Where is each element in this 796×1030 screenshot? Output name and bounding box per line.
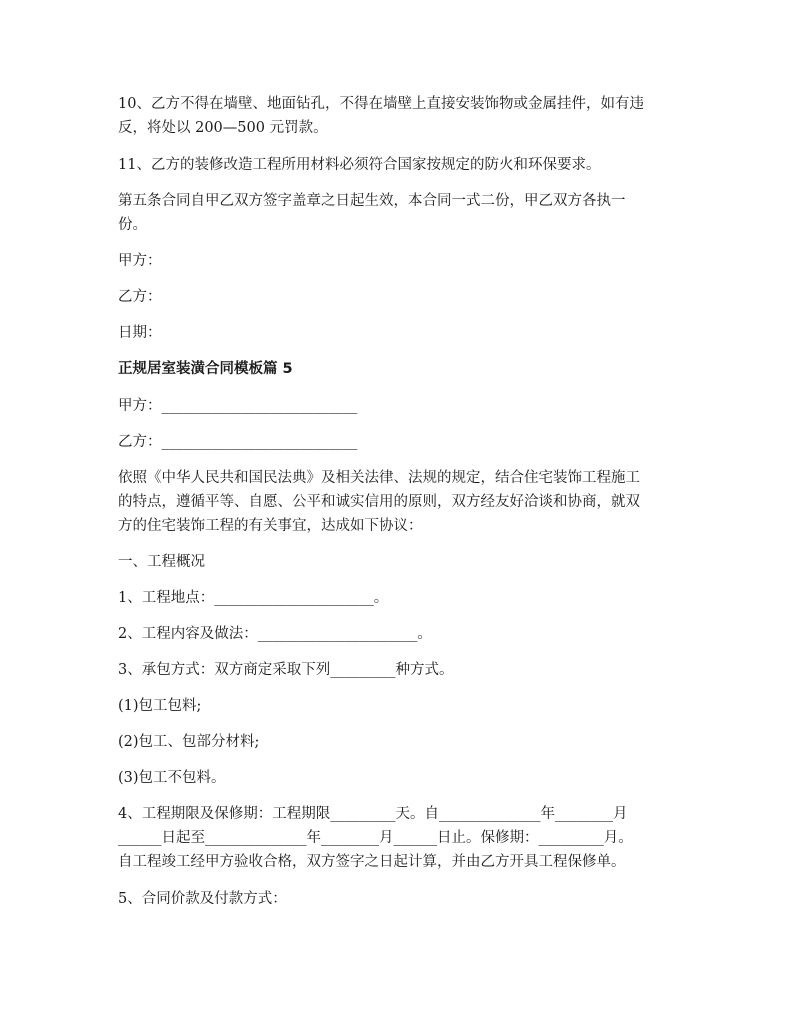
party-b-label: 乙方： — [118, 289, 162, 305]
clause-11: 11、乙方的装修改造工程所用材料必须符合国家按规定的防火和环保要求。 — [118, 157, 601, 173]
item-2-content: 2、工程内容及做法：______________________。 — [118, 626, 432, 642]
article-5-line-1: 第五条合同自甲乙双方签字盖章之日起生效，本合同一式二份，甲乙双方各执一 — [118, 193, 626, 209]
preamble-line-1: 依照《中华人民共和国民法典》及相关法律、法规的规定，结合住宅装饰工程施工 — [118, 470, 640, 486]
preamble-line-2: 的特点，遵循平等、自愿、公平和诚实信用的原则，双方经友好洽谈和协商，就双 — [118, 494, 640, 510]
section-overview-heading: 一、工程概况 — [118, 554, 205, 570]
clause-10-line-2: 反，将处以 200—500 元罚款。 — [118, 120, 328, 136]
article-5-line-2: 份。 — [118, 217, 147, 233]
item-4-line-1: 4、工程期限及保修期：工程期限_________天。自______________年________月 — [118, 806, 628, 822]
item-4-line-2: ______日起至______________年________月______日止。保修期：_________月。 — [118, 830, 633, 846]
item-1-location: 1、工程地点：______________________。 — [118, 590, 389, 606]
item-4-line-3: 自工程竣工经甲方验收合格，双方签字之日起计算，并由乙方开具工程保修单。 — [118, 854, 626, 870]
section-heading: 正规居室装潢合同模板篇 5 — [118, 361, 293, 377]
party-a-field: 甲方：___________________________ — [118, 398, 358, 414]
option-1: (1)包工包料; — [118, 698, 202, 714]
option-3: (3)包工不包料。 — [118, 770, 226, 786]
party-b-field: 乙方：___________________________ — [118, 434, 358, 450]
item-5-payment: 5、合同价款及付款方式： — [118, 891, 287, 907]
preamble-line-3: 方的住宅装饰工程的有关事宜，达成如下协议： — [118, 518, 423, 534]
party-a-label: 甲方： — [118, 253, 162, 269]
item-3-contract-type: 3、承包方式：双方商定采取下列_________种方式。 — [118, 662, 454, 678]
date-label: 日期： — [118, 325, 162, 341]
clause-10-line-1: 10、乙方不得在墙壁、地面钻孔，不得在墙壁上直接安装饰物或金属挂件，如有违 — [118, 96, 644, 112]
option-2: (2)包工、包部分材料; — [118, 734, 260, 750]
